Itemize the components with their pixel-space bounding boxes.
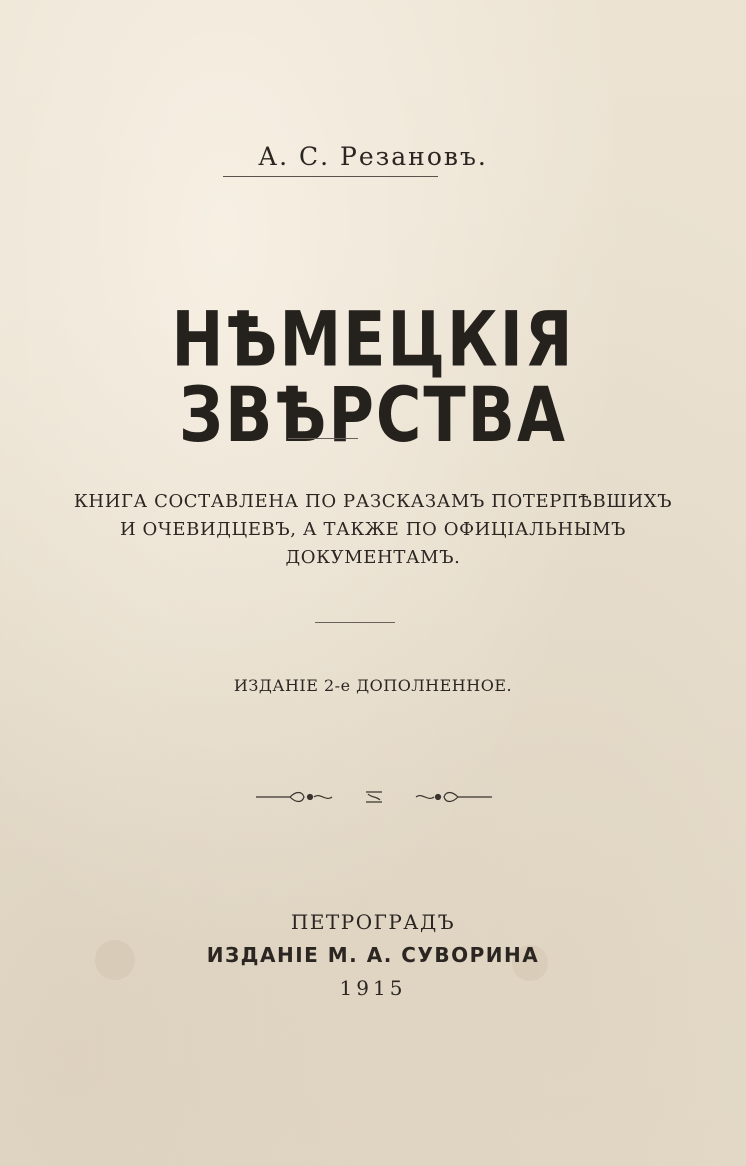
- subtitle-line: И ОЧЕВИДЦЕВЪ, А ТАКЖЕ ПО ОФИЦІАЛЬНЫМЪ: [119, 519, 627, 540]
- imprint-year: 1915: [339, 976, 407, 1000]
- author-name: А. С. Резановъ.: [258, 142, 488, 171]
- imprint-publisher: ИЗДАНІЕ М. А. СУВОРИНА: [206, 943, 540, 967]
- printer-ornament-icon: [254, 786, 494, 808]
- divider-rule: [315, 622, 395, 623]
- imprint-city: ПЕТРОГРАДЪ: [290, 910, 456, 934]
- book-title: НѢМЕЦКІЯ ЗВѢРСТВА: [171, 294, 575, 460]
- subtitle: [0, 488, 746, 572]
- edition-note: ИЗДАНІЕ 2-е ДОПОЛНЕННОЕ.: [233, 676, 513, 695]
- subtitle-line: КНИГА СОСТАВЛЕНА ПО РАЗСКАЗАМЪ ПОТЕРПѢВШИХЪ: [73, 491, 673, 512]
- subtitle-line: ДОКУМЕНТАМЪ.: [285, 547, 461, 568]
- imprint: [0, 906, 746, 1005]
- divider-rule: [288, 438, 358, 439]
- author-underline: [223, 176, 438, 177]
